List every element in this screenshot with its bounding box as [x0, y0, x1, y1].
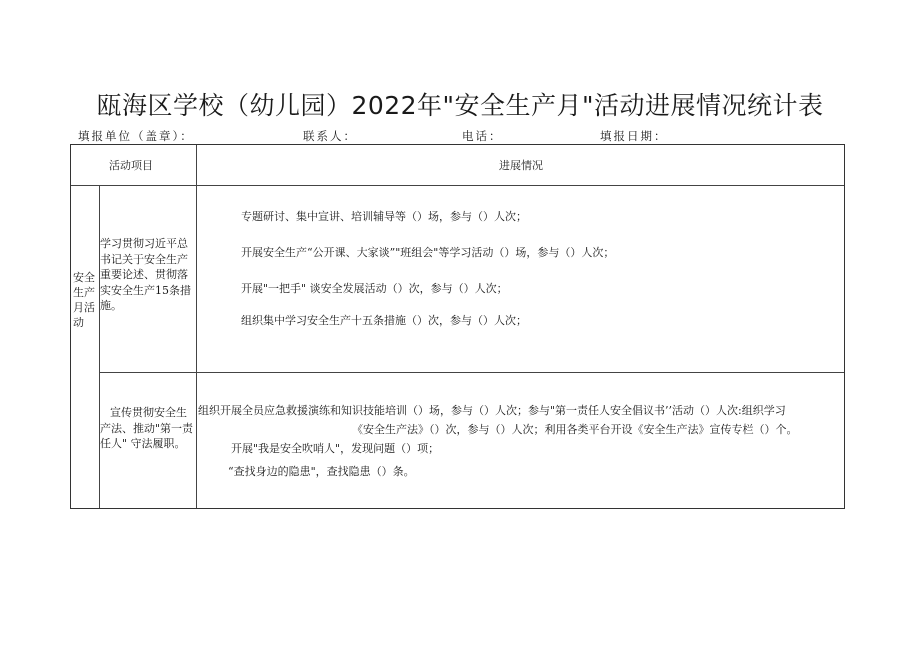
page-title: 瓯海区学校（幼儿园）2022年"安全生产月"活动进展情况统计表	[96, 91, 824, 120]
row1-progress-line: 组织集中学习安全生产十五条措施（）次，参与（）人次；	[241, 314, 527, 327]
row1-progress-line: 专题研讨、集中宣讲、培训辅导等（）场，参与（）人次；	[241, 210, 527, 223]
header-progress: 进展情况	[499, 159, 543, 172]
row-divider-item	[99, 372, 197, 373]
phone-label: 电话：	[462, 129, 503, 143]
category-line: 生产	[73, 286, 95, 299]
contact-person-label: 联系人：	[303, 129, 357, 143]
category-line: 月活	[73, 301, 95, 314]
statistics-table	[70, 144, 845, 509]
row1-progress-line: 开展"一把手" 谈安全发展活动（）次，参与（）人次；	[241, 282, 508, 295]
row2-progress-line: “查找身边的隐患"，查找隐患（）条。	[228, 465, 415, 478]
row2-progress-line: 《安全生产法》（）次，参与（）人次；利用各类平台开设《安全生产法》宣传专栏（）个。	[352, 423, 798, 436]
category-safety-month-activity	[73, 270, 97, 330]
row1-activity-item: 学习贯彻习近平总书记关于安全生产重要论述、贯彻落实安全生产15条措施。	[100, 237, 191, 312]
item-column-divider	[196, 145, 197, 508]
reporting-unit-label: 填报单位（盖章）：	[78, 129, 194, 143]
row2-activity-item: 宣传贯彻安全生产法、推动"第一责任人" 守法履职。	[100, 406, 194, 450]
row1-progress-line: 开展安全生产“公开课、大家谈”"班组会"等学习活动（）场，参与（）人次；	[241, 246, 615, 259]
category-line: 动	[73, 316, 84, 329]
row2-progress-line: 组织开展全员应急救援演练和知识技能培训（）场，参与（）人次；参与"第一责任人安全倡议书’’活动（）人次:组织学习	[198, 404, 786, 417]
row-divider-progress	[196, 372, 844, 373]
row2-progress-line: 开展"我是安全吹哨人"，发现问题（）项；	[231, 442, 440, 455]
report-date-label: 填报日期：	[600, 129, 668, 143]
category-column-divider	[99, 185, 100, 508]
category-line: 安全	[73, 271, 95, 284]
header-divider	[71, 185, 844, 186]
header-activity-item: 活动项目	[109, 159, 153, 172]
fill-info-row	[0, 128, 920, 144]
